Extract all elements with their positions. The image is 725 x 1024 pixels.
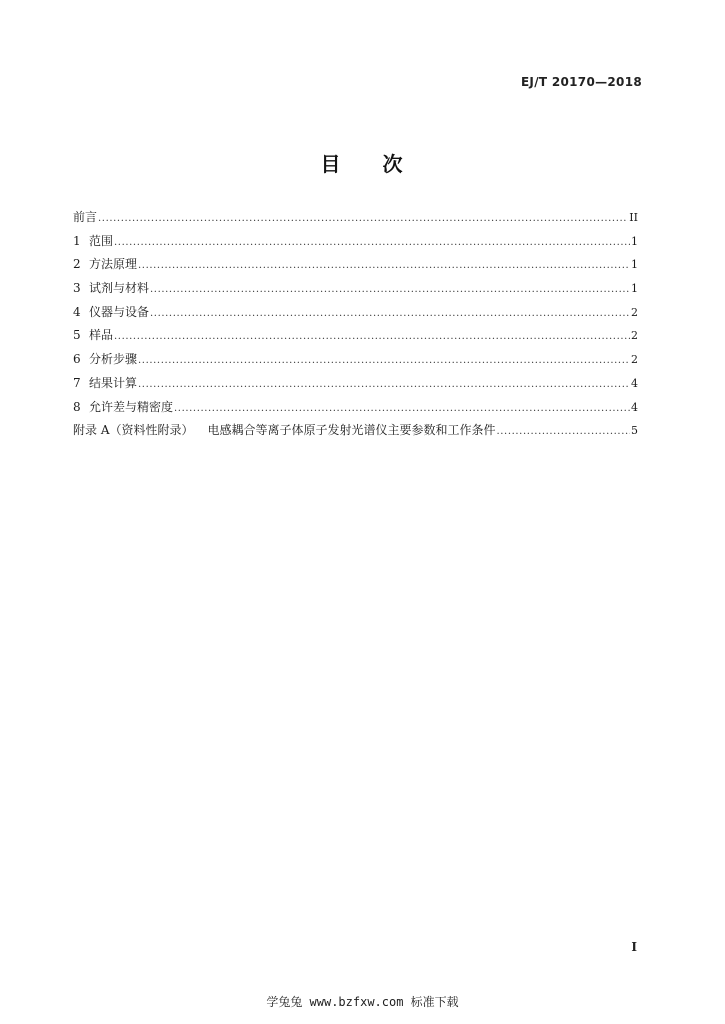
standard-code: EJ/T 20170—2018 (520, 75, 642, 89)
toc-entry-page: 4 (631, 376, 638, 390)
toc-entry-number: 8 (73, 399, 81, 414)
toc-entry-label: 仪器与设备 (89, 304, 150, 319)
toc-entry-label: 范围 (89, 233, 114, 248)
toc-entry-label: 分析步骤 (89, 352, 138, 367)
toc-entry-number: 4 (73, 304, 81, 319)
toc-leader-dots (497, 420, 631, 444)
toc-entry-label (73, 419, 496, 443)
toc-entry-number: 2 (73, 257, 81, 272)
title-part-1: 目 (320, 152, 343, 176)
toc-leader-dots (138, 349, 630, 373)
toc-entry-2[interactable] (73, 253, 638, 277)
annex-type-label: 附录 A（资料性附录） (73, 423, 194, 438)
toc-entry-page: 5 (631, 424, 638, 438)
page-title (0, 148, 725, 177)
toc-entry-annex-a[interactable] (73, 419, 638, 443)
toc-entry-label: 方法原理 (89, 257, 138, 272)
toc-leader-dots (138, 373, 630, 397)
toc-entry-6[interactable] (73, 348, 638, 372)
toc-leader-dots (174, 397, 630, 421)
toc-entry-number: 1 (73, 233, 81, 248)
toc-leader-dots (114, 231, 630, 255)
toc-leader-dots (150, 278, 630, 302)
table-of-contents (73, 206, 638, 443)
toc-entry-label: 前言 (73, 210, 98, 224)
toc-entry-page: 1 (631, 234, 638, 248)
toc-entry-page: II (629, 211, 638, 224)
toc-entry-number: 3 (73, 281, 81, 296)
toc-leader-dots (98, 207, 628, 231)
toc-entry-8[interactable] (73, 396, 638, 420)
toc-entry-page: 2 (631, 305, 638, 319)
title-part-2: 次 (382, 152, 405, 176)
toc-entry-page: 2 (631, 353, 638, 367)
toc-entry-3[interactable] (73, 277, 638, 301)
toc-entry-label: 结果计算 (89, 375, 138, 390)
toc-entry-number: 7 (73, 375, 81, 390)
toc-leader-dots (138, 254, 630, 278)
toc-entry-number: 6 (73, 352, 81, 367)
toc-entry-page: 1 (631, 282, 638, 296)
annex-title: 电感耦合等离子体原子发射光谱仪主要参数和工作条件 (207, 423, 496, 438)
toc-entry-label: 样品 (89, 328, 114, 343)
toc-entry-page: 1 (631, 258, 638, 272)
toc-entry-foreword[interactable] (73, 206, 638, 230)
toc-entry-1[interactable] (73, 230, 638, 254)
toc-entry-4[interactable] (73, 301, 638, 325)
toc-entry-number: 5 (73, 328, 81, 343)
toc-entry-label: 允许差与精密度 (89, 399, 174, 414)
toc-entry-page: 2 (631, 329, 638, 343)
toc-leader-dots (150, 302, 630, 326)
toc-leader-dots (114, 325, 630, 349)
toc-entry-label: 试剂与材料 (89, 281, 150, 296)
toc-entry-5[interactable] (73, 324, 638, 348)
footer-watermark: 学兔兔 www.bzfxw.com 标准下载 (266, 995, 459, 1009)
page-number: I (631, 940, 637, 954)
toc-entry-page: 4 (631, 400, 638, 414)
toc-entry-7[interactable] (73, 372, 638, 396)
